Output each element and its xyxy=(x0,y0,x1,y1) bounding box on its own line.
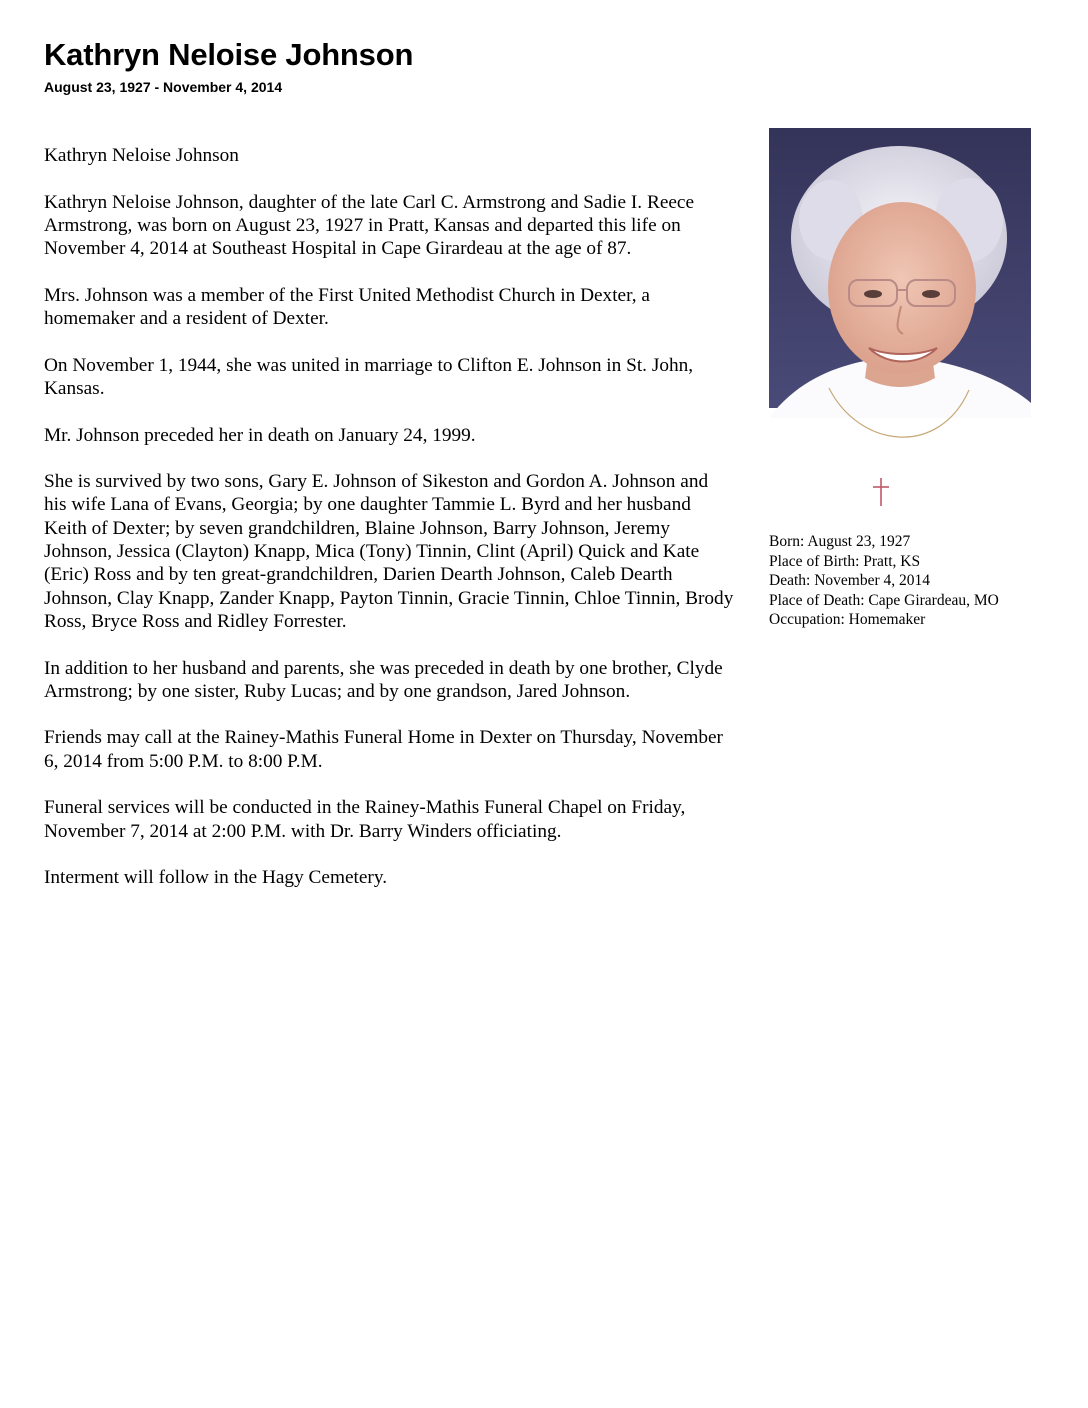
fact-death: Death: November 4, 2014 xyxy=(769,572,930,590)
obituary-body xyxy=(44,144,734,913)
obituary-paragraph: Mr. Johnson preceded her in death on January 24, 1999. xyxy=(44,424,476,446)
fact-occupation: Occupation: Homemaker xyxy=(769,611,926,629)
obituary-paragraph: Kathryn Neloise Johnson, daughter of the late Carl C. Armstrong and Sadie I. Reece Armstrong, was born on August 23, 1927 in Pratt, Kansas and departed this life on November 4, 2014 at Southeast Hospital in Cape Girardeau at the age of 87. xyxy=(44,191,695,260)
obituary-paragraph: In addition to her husband and parents, she was preceded in death by one brother, Clyde Armstrong; by one sister, Ruby Lucas; and by one grandson, Jared Johnson. xyxy=(44,657,723,702)
life-dates: August 23, 1927 - November 4, 2014 xyxy=(44,79,283,95)
obituary-paragraph: Interment will follow in the Hagy Cemetery. xyxy=(44,867,388,889)
fact-place-of-death: Place of Death: Cape Girardeau, MO xyxy=(769,591,999,609)
fact-born: Born: August 23, 1927 xyxy=(769,533,911,550)
obituary-paragraph: She is survived by two sons, Gary E. Johnson of Sikeston and Gordon A. Johnson and his wife Lana of Evans, Georgia; by one daughter Tammie L. Byrd and her husband Keith of Dexter; by seven grandchildren, Blaine Johnson, Barry Johnson, Jeremy Johnson, Jessica (Clayton) Knapp, Mica (Tony) Tinnin, Clint (April) Quick and Kate (Eric) Ross and by ten great-grandchildren, Darien Dearth Johnson, Caleb Dearth Johnson, Clay Knapp, Zander Knapp, Payton Tinnin, Gracie Tinnin, Chloe Tinnin, Brody Ross, Bryce Ross and Ridley Forrester. xyxy=(44,471,734,632)
obituary-paragraph: Mrs. Johnson was a member of the First United Methodist Church in Dexter, a homemaker and a resident of Dexter. xyxy=(44,284,650,330)
obituary-name-heading: Kathryn Neloise Johnson xyxy=(44,37,414,72)
obituary-paragraph: Friends may call at the Rainey-Mathis Funeral Home in Dexter on Thursday, November 6, 2014 from 5:00 P.M. to 8:00 P.M. xyxy=(44,727,723,772)
vital-facts xyxy=(769,532,1069,630)
obituary-paragraph: On November 1, 1944, she was united in marriage to Clifton E. Johnson in St. John, Kansas. xyxy=(44,354,694,399)
obituary-paragraph: Funeral services will be conducted in the Rainey-Mathis Funeral Chapel on Friday, November 7, 2014 at 2:00 P.M. with Dr. Barry Winders officiating. xyxy=(44,797,686,842)
portrait-photo xyxy=(769,128,1031,518)
obituary-paragraph: Kathryn Neloise Johnson xyxy=(44,145,239,166)
fact-place-of-birth: Place of Birth: Pratt, KS xyxy=(769,552,921,570)
